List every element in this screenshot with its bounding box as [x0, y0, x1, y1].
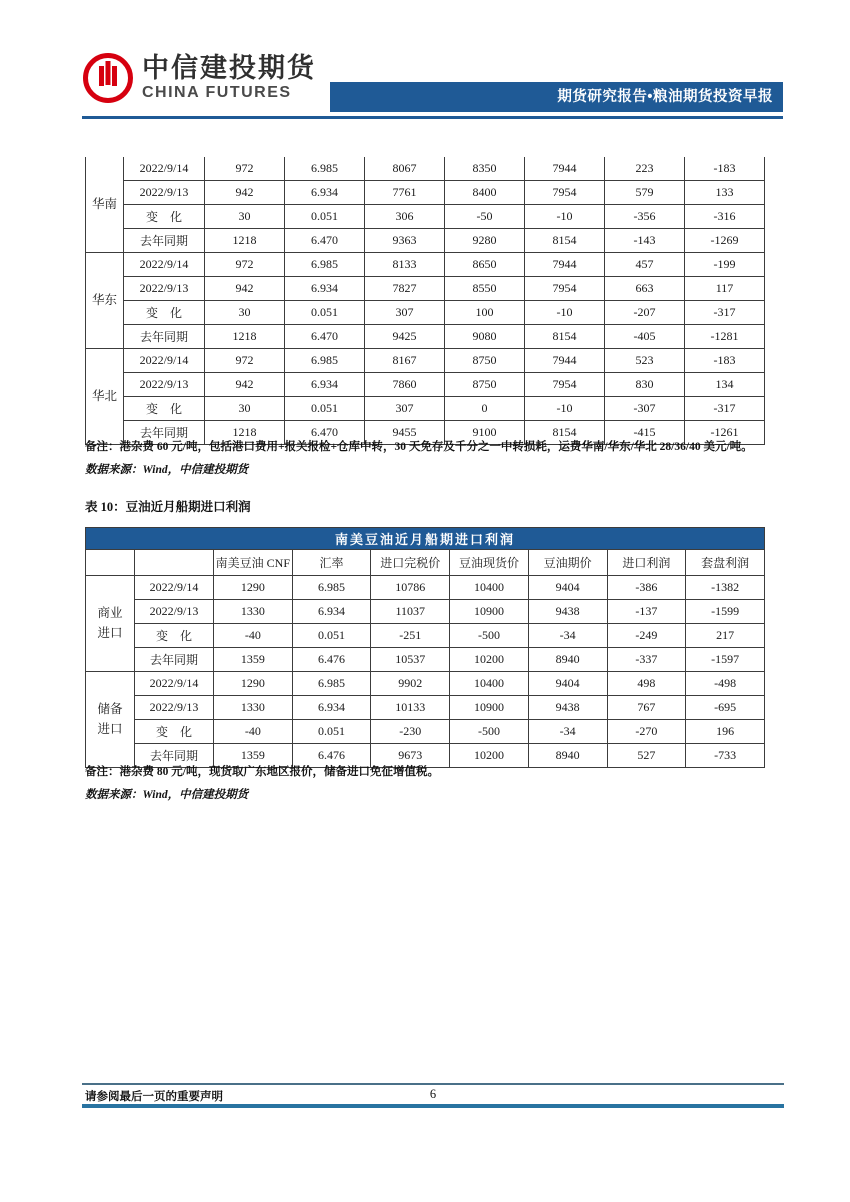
- value-cell: -415: [605, 421, 685, 445]
- value-cell: 100: [445, 301, 525, 325]
- row-label: 2022/9/13: [135, 600, 214, 624]
- table-row: [86, 205, 765, 229]
- value-cell: 9902: [371, 672, 450, 696]
- value-cell: 9100: [445, 421, 525, 445]
- value-cell: -498: [686, 672, 765, 696]
- value-cell: -270: [607, 720, 686, 744]
- row-label: 去年同期: [124, 421, 205, 445]
- header-cell: 汇率: [292, 550, 371, 576]
- value-cell: 10537: [371, 648, 450, 672]
- row-label: 去年同期: [135, 744, 214, 768]
- header-cell: 进口完税价: [371, 550, 450, 576]
- soyoil-import-profit-table: [85, 527, 765, 768]
- value-cell: 830: [605, 373, 685, 397]
- value-cell: -356: [605, 205, 685, 229]
- value-cell: 767: [607, 696, 686, 720]
- citic-logo-icon: [82, 52, 134, 104]
- header-cell: 进口利润: [607, 550, 686, 576]
- value-cell: -50: [445, 205, 525, 229]
- value-cell: 8750: [445, 373, 525, 397]
- value-cell: 9438: [528, 600, 607, 624]
- value-cell: -695: [686, 696, 765, 720]
- table10-note: 备注：港杂费 80 元/吨，现货取广东地区报价，储备进口免征增值税。: [85, 766, 439, 778]
- value-cell: 6.934: [285, 181, 365, 205]
- value-cell: 134: [685, 373, 765, 397]
- row-label: 2022/9/13: [124, 277, 205, 301]
- value-cell: -1281: [685, 325, 765, 349]
- header-cell: 南美豆油 CNF: [214, 550, 293, 576]
- value-cell: 498: [607, 672, 686, 696]
- value-cell: -10: [525, 301, 605, 325]
- value-cell: 7944: [525, 253, 605, 277]
- row-label: 2022/9/13: [124, 373, 205, 397]
- value-cell: 6.476: [292, 648, 371, 672]
- value-cell: 10133: [371, 696, 450, 720]
- table-row: [86, 253, 765, 277]
- value-cell: 663: [605, 277, 685, 301]
- row-label: 变 化: [124, 205, 205, 229]
- value-cell: 8133: [365, 253, 445, 277]
- value-cell: 6.985: [285, 253, 365, 277]
- value-cell: 972: [205, 157, 285, 181]
- region-label: 商业 进口: [86, 576, 135, 672]
- region-label: 华东: [86, 253, 124, 349]
- value-cell: -40: [214, 624, 293, 648]
- value-cell: 10786: [371, 576, 450, 600]
- value-cell: 457: [605, 253, 685, 277]
- value-cell: 8940: [528, 744, 607, 768]
- row-label: 变 化: [135, 720, 214, 744]
- value-cell: 8940: [528, 648, 607, 672]
- value-cell: 972: [205, 349, 285, 373]
- value-cell: 10900: [450, 696, 529, 720]
- value-cell: -249: [607, 624, 686, 648]
- value-cell: -207: [605, 301, 685, 325]
- value-cell: 0.051: [285, 397, 365, 421]
- value-cell: 30: [205, 205, 285, 229]
- value-cell: 10200: [450, 648, 529, 672]
- table9-source: 数据来源：Wind，中信建投期货: [85, 464, 249, 476]
- value-cell: 6.470: [285, 421, 365, 445]
- value-cell: -307: [605, 397, 685, 421]
- value-cell: 196: [686, 720, 765, 744]
- logo-text: [142, 55, 316, 101]
- value-cell: 9404: [528, 672, 607, 696]
- value-cell: -733: [686, 744, 765, 768]
- footer-divider-thick: [82, 1104, 784, 1108]
- row-label: 2022/9/14: [124, 157, 205, 181]
- value-cell: 6.934: [292, 600, 371, 624]
- value-cell: 10200: [450, 744, 529, 768]
- header-cell: 套盘利润: [686, 550, 765, 576]
- value-cell: 223: [605, 157, 685, 181]
- value-cell: 1218: [205, 229, 285, 253]
- value-cell: 0.051: [292, 624, 371, 648]
- row-label: 变 化: [124, 397, 205, 421]
- value-cell: -34: [528, 720, 607, 744]
- value-cell: 8154: [525, 421, 605, 445]
- table-row: [86, 600, 765, 624]
- value-cell: 523: [605, 349, 685, 373]
- value-cell: -183: [685, 157, 765, 181]
- table-row: [86, 373, 765, 397]
- region-label: 储备 进口: [86, 672, 135, 768]
- value-cell: 0.051: [285, 205, 365, 229]
- row-label: 2022/9/13: [124, 181, 205, 205]
- table-row: [86, 720, 765, 744]
- logo-text-en: CHINA FUTURES: [142, 84, 292, 101]
- value-cell: -1597: [686, 648, 765, 672]
- table-row: [86, 648, 765, 672]
- value-cell: 942: [205, 373, 285, 397]
- table-row: [86, 301, 765, 325]
- value-cell: 6.470: [285, 229, 365, 253]
- value-cell: 1330: [214, 600, 293, 624]
- table9-note: 备注：港杂费 60 元/吨，包括港口费用+报关报检+仓库中转，30 天免存及千分之一中转损耗，运费华南/华东/华北 28/36/40 美元/吨。: [85, 441, 753, 453]
- value-cell: 972: [205, 253, 285, 277]
- value-cell: 6.985: [285, 349, 365, 373]
- value-cell: 6.985: [292, 576, 371, 600]
- report-title-banner: 期货研究报告•粮油期货投资早报: [330, 82, 783, 112]
- table-row: [86, 325, 765, 349]
- table-row: [86, 229, 765, 253]
- row-label: 2022/9/14: [135, 576, 214, 600]
- value-cell: 1290: [214, 672, 293, 696]
- row-label: 变 化: [124, 301, 205, 325]
- header-cell: [135, 550, 214, 576]
- value-cell: -1599: [686, 600, 765, 624]
- table10-header-row: [86, 550, 765, 576]
- value-cell: 30: [205, 397, 285, 421]
- value-cell: 579: [605, 181, 685, 205]
- header-cell: 豆油现货价: [450, 550, 529, 576]
- value-cell: 217: [686, 624, 765, 648]
- value-cell: -1269: [685, 229, 765, 253]
- value-cell: -317: [685, 397, 765, 421]
- value-cell: 7954: [525, 277, 605, 301]
- value-cell: -337: [607, 648, 686, 672]
- value-cell: 942: [205, 181, 285, 205]
- value-cell: 7860: [365, 373, 445, 397]
- row-label: 2022/9/14: [135, 672, 214, 696]
- value-cell: 0.051: [292, 720, 371, 744]
- value-cell: -1261: [685, 421, 765, 445]
- table10-source: 数据来源：Wind，中信建投期货: [85, 789, 249, 801]
- value-cell: 9455: [365, 421, 445, 445]
- value-cell: 9673: [371, 744, 450, 768]
- table-row: [86, 624, 765, 648]
- table-row: [86, 349, 765, 373]
- value-cell: 7827: [365, 277, 445, 301]
- company-logo: [82, 52, 316, 104]
- table-row: [86, 397, 765, 421]
- value-cell: 11037: [371, 600, 450, 624]
- value-cell: 8167: [365, 349, 445, 373]
- value-cell: 527: [607, 744, 686, 768]
- value-cell: 6.470: [285, 325, 365, 349]
- value-cell: 7954: [525, 181, 605, 205]
- table10-banner: 南美豆油近月船期进口利润: [86, 528, 765, 550]
- table-row: [86, 696, 765, 720]
- row-label: 2022/9/13: [135, 696, 214, 720]
- value-cell: -137: [607, 600, 686, 624]
- value-cell: 307: [365, 397, 445, 421]
- value-cell: 0.051: [285, 301, 365, 325]
- value-cell: -386: [607, 576, 686, 600]
- value-cell: 1290: [214, 576, 293, 600]
- header-cell: [86, 550, 135, 576]
- row-label: 2022/9/14: [124, 253, 205, 277]
- footer-divider-thin: [82, 1083, 784, 1085]
- value-cell: 117: [685, 277, 765, 301]
- value-cell: 307: [365, 301, 445, 325]
- value-cell: 9404: [528, 576, 607, 600]
- value-cell: 8350: [445, 157, 525, 181]
- value-cell: 1359: [214, 648, 293, 672]
- value-cell: 7954: [525, 373, 605, 397]
- table-row: [86, 181, 765, 205]
- value-cell: 6.934: [292, 696, 371, 720]
- value-cell: 6.476: [292, 744, 371, 768]
- value-cell: 6.934: [285, 373, 365, 397]
- row-label: 2022/9/14: [124, 349, 205, 373]
- value-cell: 7944: [525, 157, 605, 181]
- value-cell: -317: [685, 301, 765, 325]
- table-row: [86, 672, 765, 696]
- row-label: 去年同期: [135, 648, 214, 672]
- value-cell: 30: [205, 301, 285, 325]
- value-cell: 10400: [450, 672, 529, 696]
- region-label: 华南: [86, 157, 124, 253]
- value-cell: 9438: [528, 696, 607, 720]
- value-cell: 1359: [214, 744, 293, 768]
- table10-caption: 表 10：豆油近月船期进口利润: [85, 500, 251, 514]
- value-cell: -405: [605, 325, 685, 349]
- value-cell: -199: [685, 253, 765, 277]
- value-cell: -230: [371, 720, 450, 744]
- value-cell: 8067: [365, 157, 445, 181]
- value-cell: 9363: [365, 229, 445, 253]
- value-cell: 306: [365, 205, 445, 229]
- footer-disclaimer: 请参阅最后一页的重要声明: [85, 1091, 223, 1103]
- value-cell: 8400: [445, 181, 525, 205]
- value-cell: 1218: [205, 325, 285, 349]
- value-cell: 6.985: [285, 157, 365, 181]
- value-cell: 9080: [445, 325, 525, 349]
- value-cell: 10900: [450, 600, 529, 624]
- value-cell: 6.934: [285, 277, 365, 301]
- value-cell: 133: [685, 181, 765, 205]
- table-row: [86, 277, 765, 301]
- value-cell: 8550: [445, 277, 525, 301]
- value-cell: 0: [445, 397, 525, 421]
- value-cell: -10: [525, 205, 605, 229]
- value-cell: 942: [205, 277, 285, 301]
- value-cell: 7944: [525, 349, 605, 373]
- value-cell: -40: [214, 720, 293, 744]
- regional-import-profit-table: [85, 157, 765, 445]
- value-cell: 8750: [445, 349, 525, 373]
- logo-text-cn: 中信建投期货: [142, 53, 316, 83]
- row-label: 变 化: [135, 624, 214, 648]
- value-cell: 6.985: [292, 672, 371, 696]
- row-label: 去年同期: [124, 325, 205, 349]
- region-label: 华北: [86, 349, 124, 445]
- value-cell: 8154: [525, 229, 605, 253]
- value-cell: 1218: [205, 421, 285, 445]
- value-cell: 8650: [445, 253, 525, 277]
- row-label: 去年同期: [124, 229, 205, 253]
- value-cell: -183: [685, 349, 765, 373]
- value-cell: -500: [450, 720, 529, 744]
- header-divider: [82, 116, 783, 119]
- value-cell: 10400: [450, 576, 529, 600]
- value-cell: 7761: [365, 181, 445, 205]
- value-cell: 1330: [214, 696, 293, 720]
- value-cell: -143: [605, 229, 685, 253]
- table-row: [86, 576, 765, 600]
- page-number: 6: [429, 1087, 437, 1101]
- table-row: [86, 157, 765, 181]
- value-cell: -34: [528, 624, 607, 648]
- value-cell: 8154: [525, 325, 605, 349]
- header-cell: 豆油期价: [528, 550, 607, 576]
- value-cell: -251: [371, 624, 450, 648]
- value-cell: 9280: [445, 229, 525, 253]
- value-cell: -1382: [686, 576, 765, 600]
- value-cell: -10: [525, 397, 605, 421]
- value-cell: -316: [685, 205, 765, 229]
- value-cell: 9425: [365, 325, 445, 349]
- value-cell: -500: [450, 624, 529, 648]
